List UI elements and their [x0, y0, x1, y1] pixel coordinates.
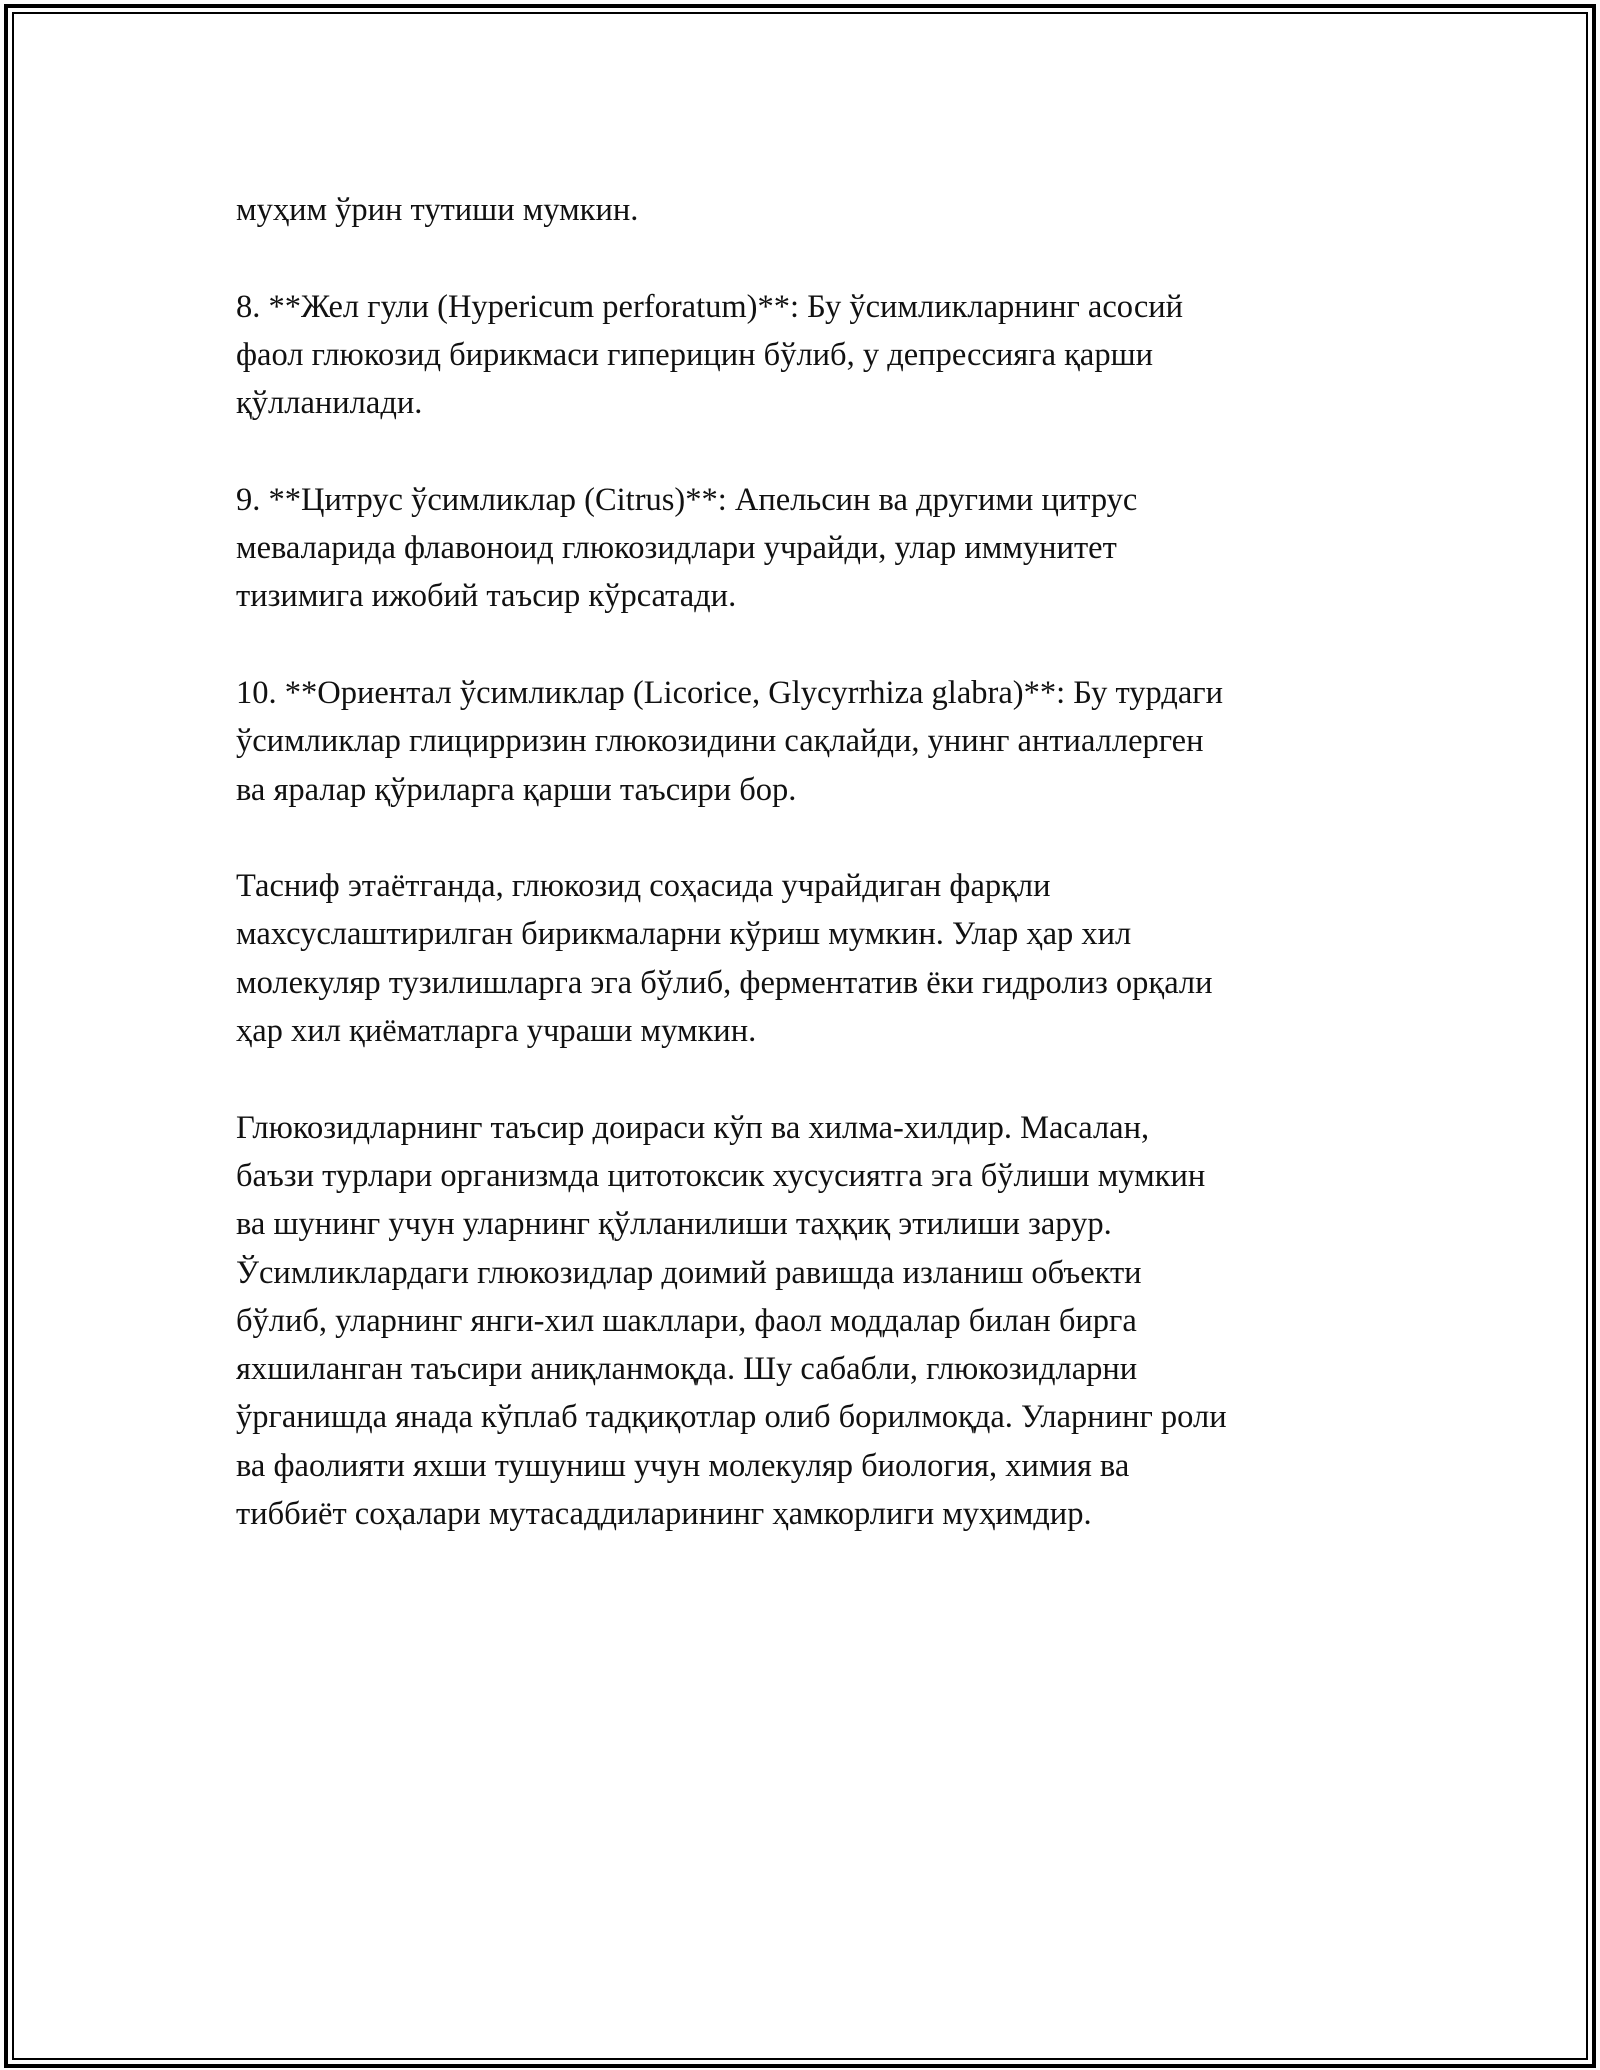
- document-body: [236, 186, 1376, 1538]
- paragraph-continuation: муҳим ўрин тутиши мумкин.: [236, 192, 639, 228]
- paragraph-conclusion: Глюкозидларнинг таъсир доираси кўп ва хилма-хилдир. Масалан, баъзи турлари организмда цитотоксик хусусиятга эга бўлиши мумкин ва шунинг учун уларнинг қўлланилиши таҳқиқ этилиши зарур. Ўсимликлардаги глюкозидлар доимий равишда изланиш объекти бўлиб, уларнинг янги-хил шакллари, фаол моддалар билан бирга яхшиланган таъсири аниқланмоқда. Шу сабабли, глюкозидларни ўрганишда янада кўплаб тадқиқотлар олиб борилмоқда. Уларнинг роли ва фаолияти яхши тушуниш учун молекуляр биология, химия ва тиббиёт соҳалари мутасаддиларининг ҳамкорлиги муҳимдир.: [236, 1109, 1227, 1533]
- paragraph-item-10: 10. **Ориентал ўсимликлар (Licorice, Glycyrrhiza glabra)**: Бу турдаги ўсимликлар глицирризин глюкозидини сақлайди, унинг антиаллерген ва яралар қўриларга қарши таъсири бор.: [236, 674, 1223, 808]
- paragraph-item-9: 9. **Цитрус ўсимликлар (Citrus)**: Апельсин ва другими цитрус меваларида флавоноид глюкозидлари учрайди, улар иммунитет тизимига ижобий таъсир кўрсатади.: [236, 481, 1138, 615]
- paragraph-classification: Тасниф этаётганда, глюкозид соҳасида учрайдиган фарқли махсуслаштирилган бирикмаларни кўриш мумкин. Улар ҳар хил молекуляр тузилишларга эга бўлиб, ферментатив ёки гидролиз орқали ҳар хил қиёматларга учраши мумкин.: [236, 868, 1213, 1050]
- paragraph-item-8: 8. **Жел гули (Hypericum perforatum)**: Бу ўсимликларнинг асосий фаол глюкозид бирикмаси гиперицин бўлиб, у депрессияга қарши қўлланилади.: [236, 288, 1184, 422]
